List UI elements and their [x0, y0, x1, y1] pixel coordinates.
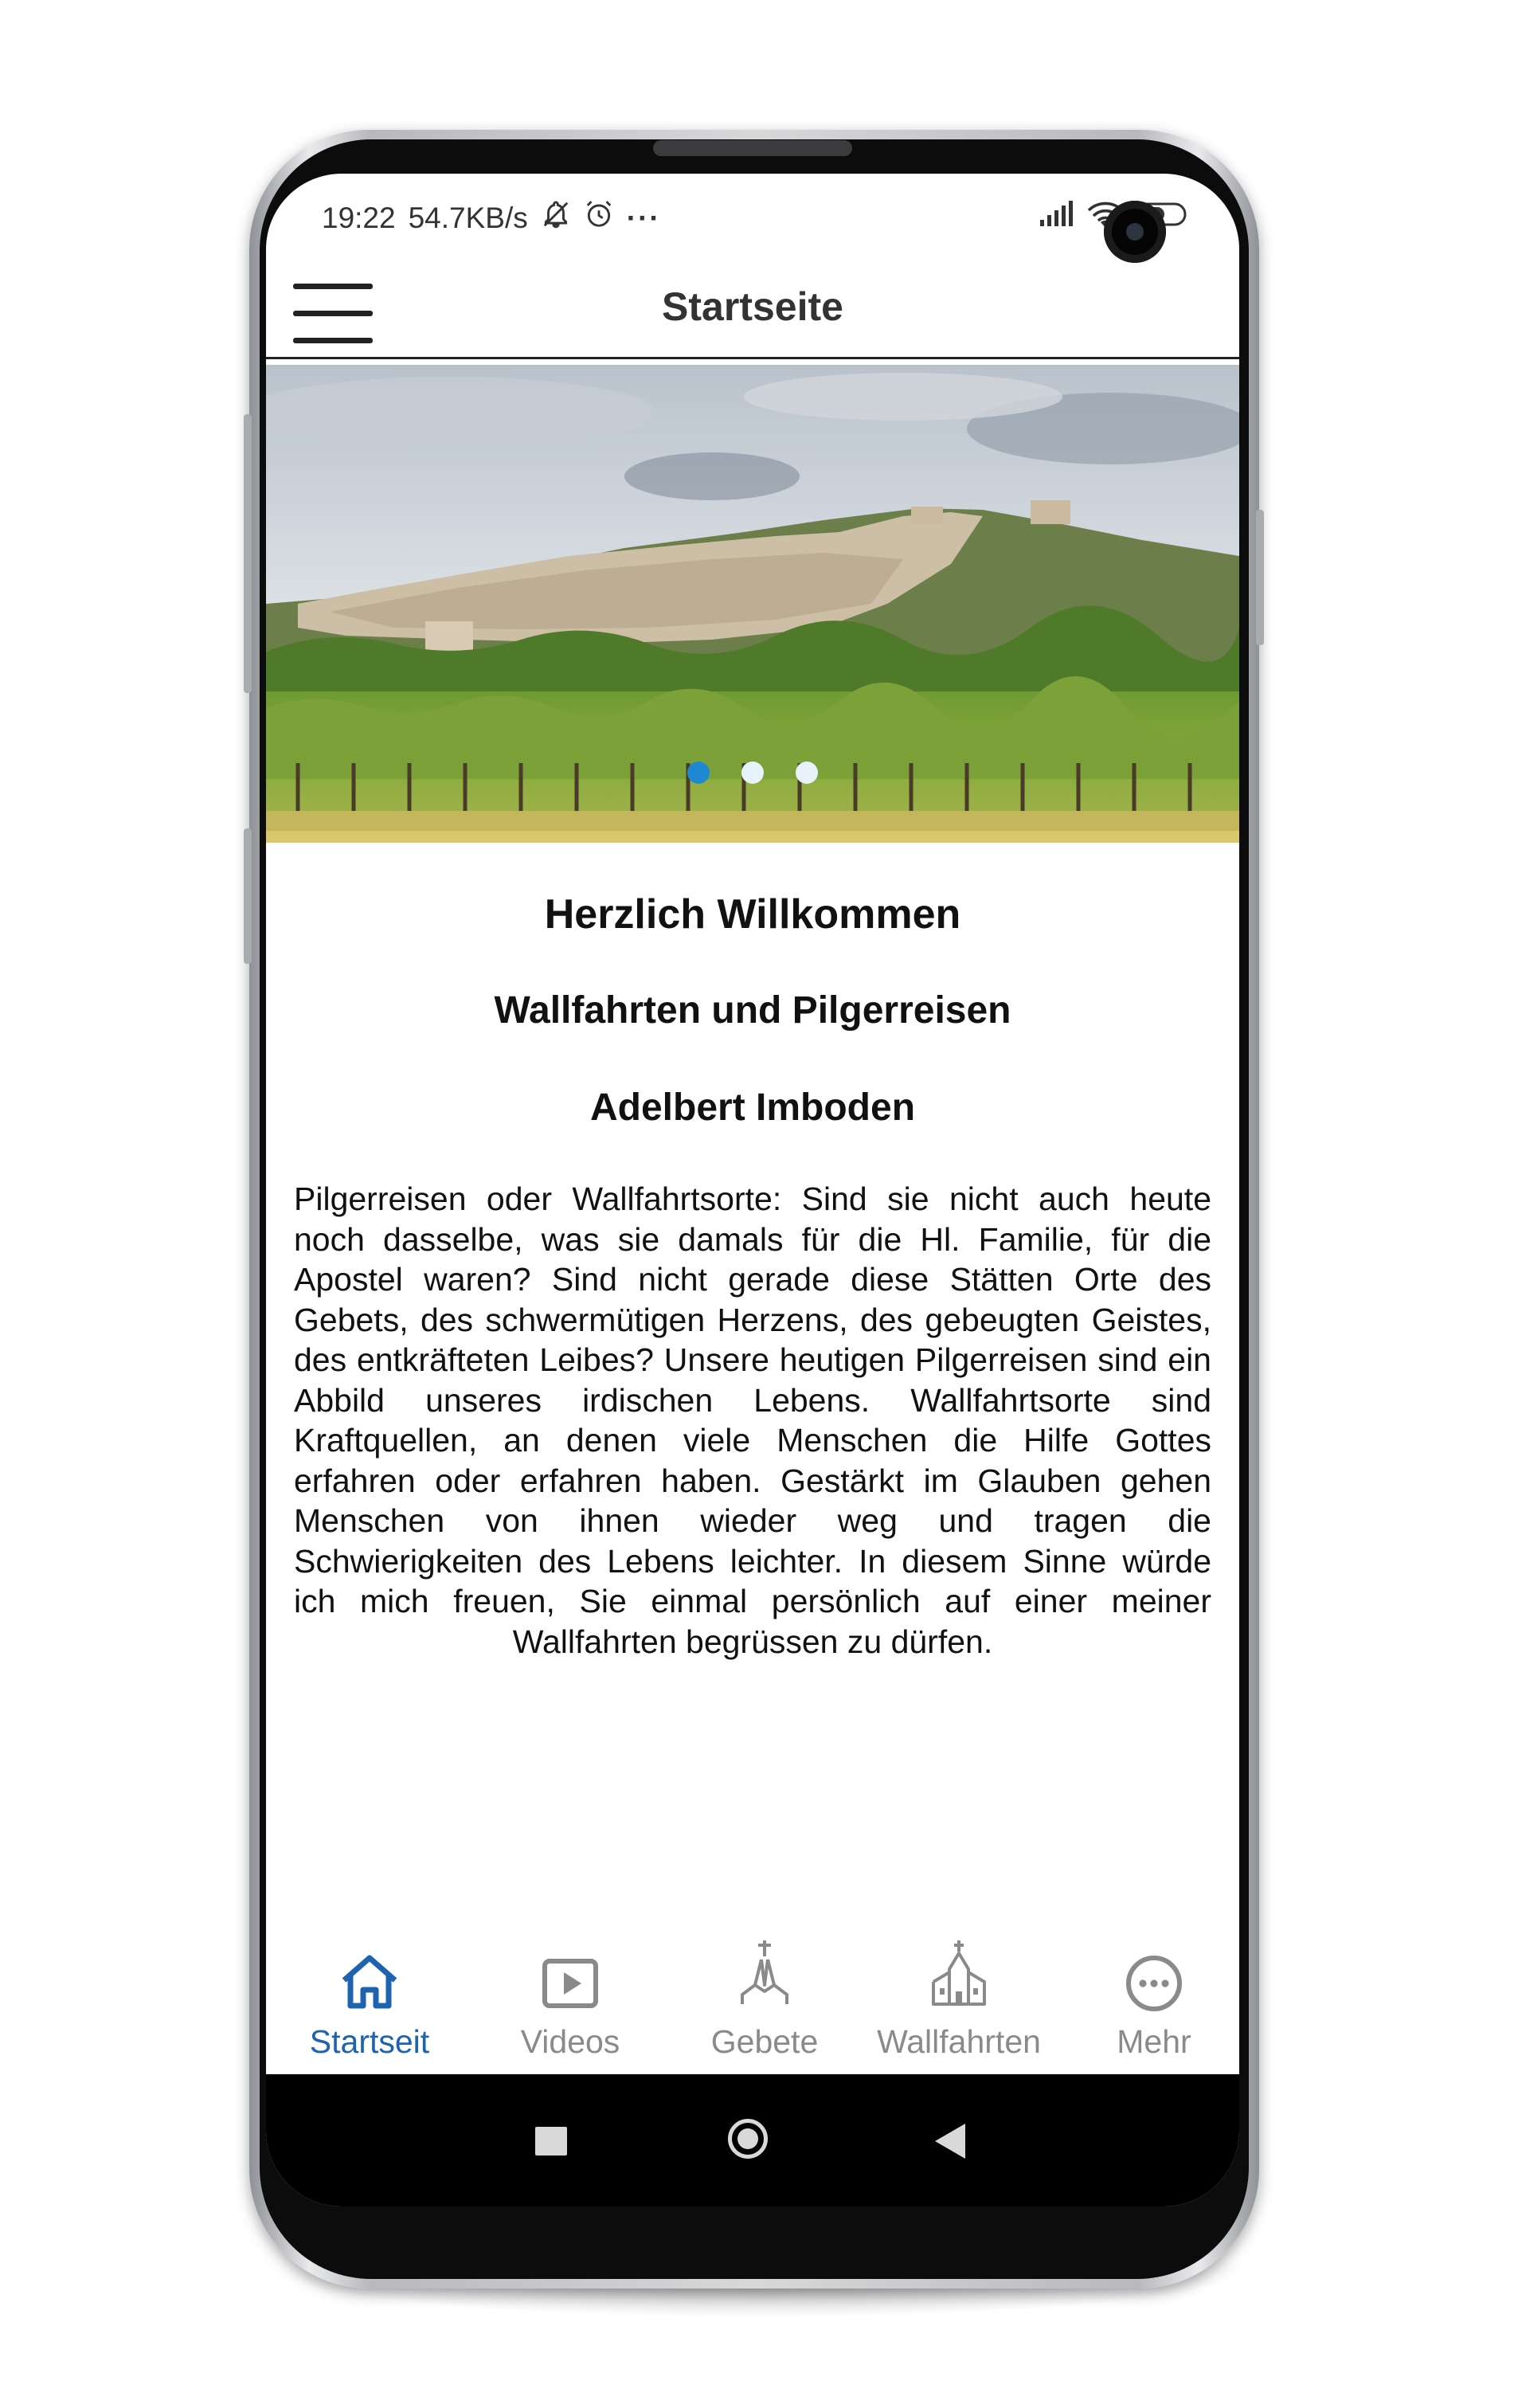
earpiece-speaker: [653, 140, 852, 156]
status-left: [322, 199, 661, 237]
carousel-dot-1[interactable]: [687, 762, 710, 784]
tab-videos[interactable]: [475, 1934, 666, 2093]
signal-icon: [1039, 201, 1075, 235]
welcome-heading: Herzlich Willkommen: [544, 891, 961, 938]
home-icon: [338, 1950, 401, 2011]
tab-gebete[interactable]: [669, 1934, 860, 2093]
more-circle-icon: [1124, 1953, 1184, 2014]
tab-label-gebete: Gebete: [710, 2023, 819, 2060]
tab-label-videos: Videos: [520, 2023, 620, 2060]
status-bar: [266, 174, 1239, 261]
author-heading: Adelbert Imboden: [589, 1087, 916, 1129]
status-time: 19:22: [322, 201, 396, 234]
status-speed: 54.7KB/s: [408, 201, 528, 234]
tab-label-wallfahrten: Wallfahrten: [877, 2023, 1041, 2060]
front-camera: [1104, 201, 1166, 263]
volume-button: [244, 414, 252, 693]
carousel-dots: [266, 762, 1239, 784]
tab-label-mehr: Mehr: [1117, 2023, 1191, 2060]
recent-apps-button[interactable]: [535, 2127, 567, 2155]
carousel-dot-2[interactable]: [741, 762, 764, 784]
back-button[interactable]: [935, 2124, 965, 2159]
power-button: [1256, 510, 1264, 645]
tab-startseite[interactable]: [274, 1934, 465, 2093]
video-play-icon: [540, 1953, 601, 2014]
tab-wallfahrten[interactable]: [863, 1934, 1054, 2093]
app-bar: [266, 261, 1239, 359]
tab-mehr[interactable]: [1058, 1934, 1239, 2093]
praying-hands-icon: [733, 1937, 796, 2007]
home-button[interactable]: [728, 2119, 768, 2159]
page-title: Startseite: [662, 284, 843, 329]
alarm-icon: [584, 199, 614, 237]
church-icon: [927, 1937, 991, 2007]
system-navigation-bar: [266, 2074, 1239, 2206]
phone-screen: [266, 174, 1239, 2206]
intro-paragraph: Pilgerreisen oder Wallfahrtsorte: Sind sie nicht auch heute noch dasselbe, was sie damals für die Hl. Familie, für die Apostel waren? Sind nicht gerade diese Stätten Orte des Gebets, des schwermütigen Herzens, des gebeugten Geistes, des entkräfteten Leibes? Unsere heutigen Pilgerreisen sind ein Abbild unseres irdischen Lebens. Wallfahrtsorte sind Kraftquellen, an denen viele Menschen die Hilfe Gottes erfahren oder erfahren haben. Gestärkt im Glauben gehen Menschen von ihnen wieder weg und tragen die Schwierigkeiten des Lebens leichter. In diesem Sinne würde ich mich freuen, Sie einmal persönlich auf einer meiner Wallfahrten begrüssen zu dürfen.: [294, 1181, 1211, 1660]
notifications-off-icon: [541, 199, 571, 237]
more-icon: ···: [626, 201, 661, 234]
carousel-dot-3[interactable]: [796, 762, 818, 784]
tab-label-startseite: Startseit: [309, 2023, 430, 2060]
bottom-tab-bar: [266, 1934, 1239, 2093]
bixby-button: [244, 828, 252, 964]
subtitle-heading: Wallfahrten und Pilgerreisen: [494, 989, 1011, 1032]
hero-carousel[interactable]: [266, 365, 1239, 843]
